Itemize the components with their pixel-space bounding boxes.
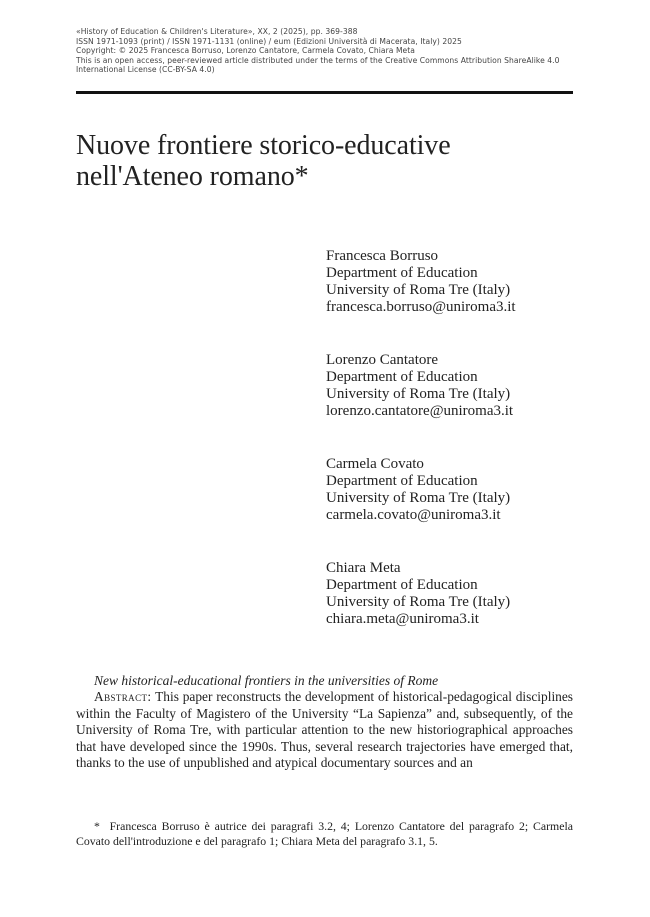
- english-title: New historical-educational frontiers in the universities of Rome: [94, 673, 439, 688]
- author-block: [326, 560, 586, 628]
- author-university: University of Roma Tre (Italy): [326, 490, 511, 506]
- header-line: International License (CC-BY-SA 4.0): [76, 65, 215, 75]
- header-rule: [76, 91, 573, 94]
- journal-header: [76, 27, 573, 75]
- author-department: Department of Education: [326, 265, 478, 281]
- abstract-text: This paper reconstructs the development of historical-pedagogical disciplines within the Faculty of Magistero of the University “La Sapienza” and, subsequently, of the University of Roma Tre, with particular attention to the new historiographical approaches that have developed since the 1990s. Thus, several research trajectories have emerged that, thanks to the use of unpublished and atypical documentary sources and an: [76, 689, 574, 771]
- author-email[interactable]: carmela.covato@uniroma3.it: [326, 507, 501, 523]
- author-university: University of Roma Tre (Italy): [326, 282, 511, 298]
- author-university: University of Roma Tre (Italy): [326, 594, 511, 610]
- author-department: Department of Education: [326, 473, 478, 489]
- header-line: «History of Education & Children's Literature», XX, 2 (2025), pp. 369-388: [76, 27, 358, 36]
- author-block: [326, 352, 586, 420]
- abstract-label: Abstract:: [94, 689, 152, 704]
- author-list: [326, 248, 586, 664]
- author-name: Chiara Meta: [326, 560, 401, 576]
- author-department: Department of Education: [326, 369, 478, 385]
- footnote-mark: *: [94, 819, 100, 833]
- header-line: This is an open access, peer-reviewed article distributed under the terms of the Creative Commons Attribution ShareAlike 4.0: [76, 55, 560, 65]
- author-block: [326, 248, 586, 316]
- author-name: Carmela Covato: [326, 456, 424, 472]
- author-name: Francesca Borruso: [326, 248, 439, 264]
- abstract: [76, 689, 573, 772]
- author-university: University of Roma Tre (Italy): [326, 386, 511, 402]
- author-email[interactable]: chiara.meta@uniroma3.it: [326, 611, 479, 627]
- author-block: [326, 456, 586, 524]
- author-email[interactable]: lorenzo.cantatore@uniroma3.it: [326, 403, 514, 419]
- author-email[interactable]: francesca.borruso@uniroma3.it: [326, 299, 516, 315]
- header-line: ISSN 1971-1093 (print) / ISSN 1971-1131 (online) / eum (Edizioni Università di Macerata, Italy) 2025: [76, 36, 462, 46]
- footnote-text: Francesca Borruso è autrice dei paragrafi 3.2, 4; Lorenzo Cantatore del paragrafo 2; Carmela Covato dell'introduzione e del paragrafo 1; Chiara Meta del paragrafo 3.1, 5.: [76, 819, 573, 848]
- author-department: Department of Education: [326, 577, 478, 593]
- article-title: Nuove frontiere storico-educative nell'Ateneo romano*: [76, 130, 451, 192]
- header-line: Copyright: © 2025 Francesca Borruso, Lorenzo Cantatore, Carmela Covato, Chiara Meta: [76, 46, 415, 56]
- author-name: Lorenzo Cantatore: [326, 352, 439, 368]
- footnote: [76, 819, 573, 849]
